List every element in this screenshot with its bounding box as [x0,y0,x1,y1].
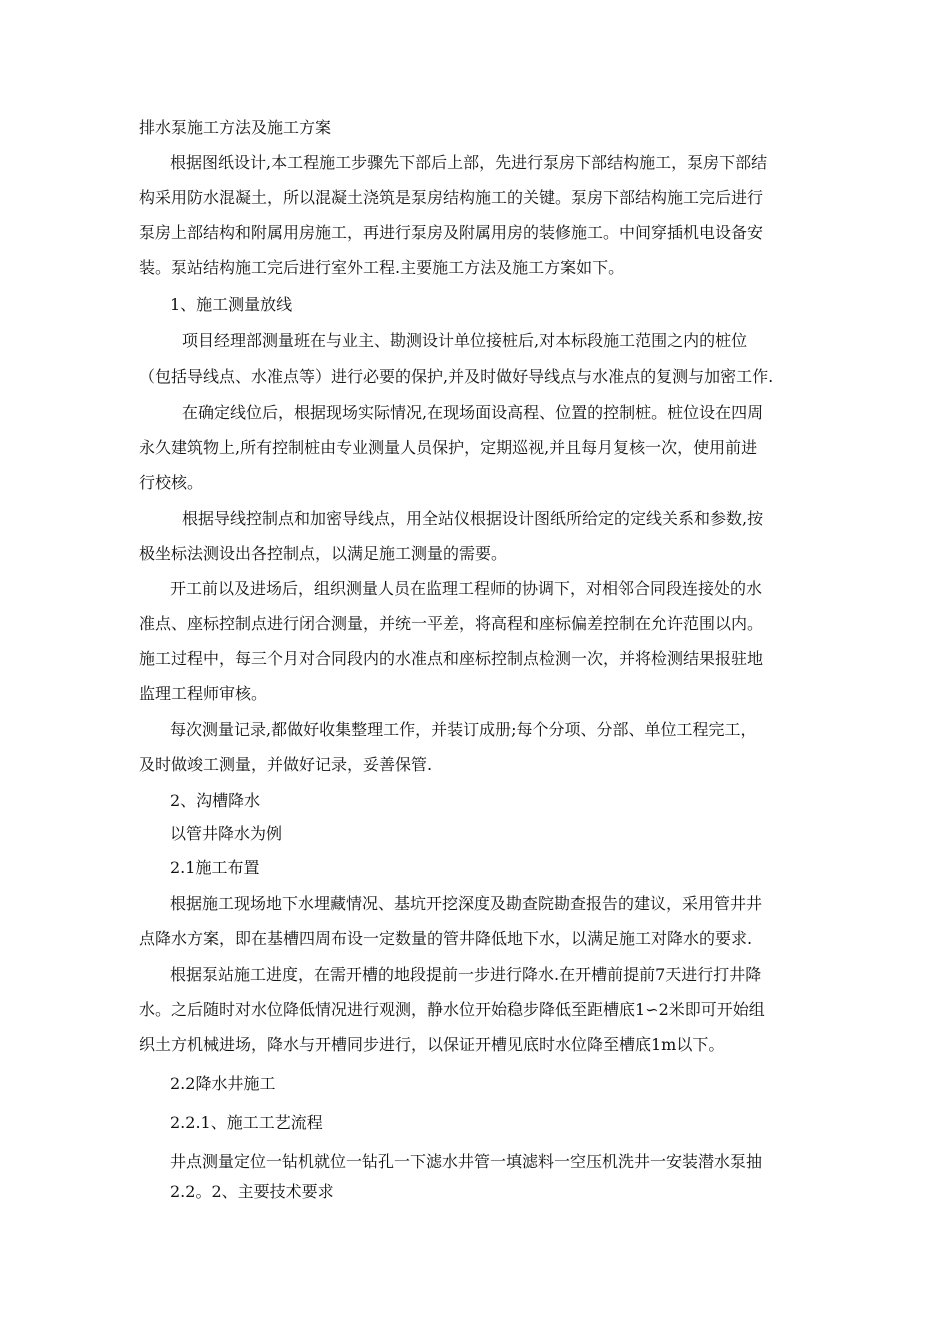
paragraph-line: 以管井降水为例 [170,824,283,843]
paragraph-line: 根据泵站施工进度，在需开槽的地段提前一步进行降水.在开槽前提前7天进行打井降 [170,965,762,984]
paragraph-line: 及时做竣工测量，并做好记录，妥善保管. [139,755,433,774]
paragraph-line: 装。泵站结构施工完后进行室外工程.主要施工方法及施工方案如下。 [139,258,625,277]
paragraph-line: 织土方机械进场，降水与开槽同步进行，以保证开槽见底时水位降至槽底1m以下。 [139,1035,725,1054]
section-heading: 2、沟槽降水 [170,791,261,810]
paragraph-line: 开工前以及进场后，组织测量人员在监理工程师的协调下，对相邻合同段连接处的水 [170,579,763,598]
paragraph-line: 泵房上部结构和附属用房施工，再进行泵房及附属用房的装修施工。中间穿插机电设备安 [139,223,764,242]
paragraph-line: 根据导线控制点和加密导线点，用全站仪根据设计图纸所给定的定线关系和参数,按 [182,509,764,528]
paragraph-line: 极坐标法测设出各控制点，以满足施工测量的需要。 [139,544,508,563]
paragraph-line: 水。之后随时对水位降低情况进行观测，静水位开始稳步降低至距槽底1∽2米即可开始组 [139,1000,765,1019]
section-heading: 2.2.1、施工工艺流程 [170,1113,323,1132]
section-heading: 2.2降水井施工 [170,1074,276,1093]
paragraph-line: 根据施工现场地下水埋藏情况、基坑开挖深度及勘查院勘查报告的建议，采用管井井 [170,894,763,913]
paragraph-line: 永久建筑物上,所有控制桩由专业测量人员保护，定期巡视,并且每月复核一次，使用前进 [139,438,758,457]
paragraph-line: 监理工程师审核。 [139,684,268,703]
section-heading: 2.1施工布置 [170,858,260,877]
paragraph-line: 项目经理部测量班在与业主、勘测设计单位接桩后,对本标段施工范围之内的桩位 [182,331,748,350]
section-heading: 1、施工测量放线 [170,295,293,314]
paragraph-line: （包括导线点、水准点等）进行必要的保护,并及时做好导线点与水准点的复测与加密工作. [139,367,774,386]
paragraph-line: 行校核。 [139,473,204,492]
document-title: 排水泵施工方法及施工方案 [139,118,332,137]
paragraph-line: 点降水方案，即在基槽四周布设一定数量的管井降低地下水，以满足施工对降水的要求. [139,929,753,948]
section-heading: 2.2。2、主要技术要求 [170,1182,334,1201]
paragraph-line: 在确定线位后，根据现场实际情况,在现场面设高程、位置的控制桩。桩位设在四周 [182,403,764,422]
paragraph-line: 准点、座标控制点进行闭合测量，并统一平差，将高程和座标偏差控制在允许范围以内。 [139,614,764,633]
paragraph-line: 施工过程中，每三个月对合同段内的水准点和座标控制点检测一次，并将检测结果报驻地 [139,649,764,668]
paragraph-line: 构采用防水混凝土，所以混凝土浇筑是泵房结构施工的关键。泵房下部结构施工完后进行 [139,188,764,207]
paragraph-line: 根据图纸设计,本工程施工步骤先下部后上部，先进行泵房下部结构施工，泵房下部结 [170,153,768,172]
paragraph-line: 每次测量记录,都做好收集整理工作，并装订成册;每个分项、分部、单位工程完工， [170,720,757,739]
paragraph-line: 井点测量定位一钻机就位一钻孔一下滤水井管一填滤料一空压机洗井一安装潜水泵抽 [170,1152,763,1171]
